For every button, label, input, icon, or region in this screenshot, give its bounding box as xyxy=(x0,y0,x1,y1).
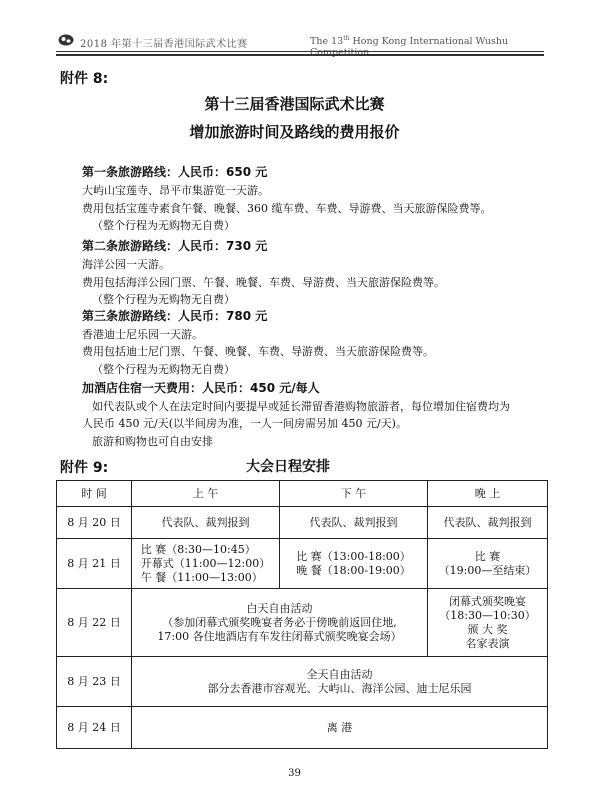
evening-line-1: 比 赛 xyxy=(474,549,501,563)
table-row xyxy=(57,589,548,657)
daytime-cell xyxy=(132,589,428,657)
morning-line-2: 开幕式（11:00—12:00） xyxy=(140,556,271,570)
evening-line-2: （19:00—至结束） xyxy=(438,563,537,577)
competition-logo-icon xyxy=(58,34,74,46)
annex-8-subtitle: 增加旅游时间及路线的费用报价 xyxy=(189,123,400,141)
route-2-description: 海洋公园一天游。 xyxy=(82,258,170,271)
table-row xyxy=(57,507,548,539)
annex-8-title: 第十三届香港国际武术比赛 xyxy=(204,95,385,113)
morning-line-1: 比 赛（8:30—10:45） xyxy=(140,542,256,556)
header-rule-thick xyxy=(56,54,544,56)
daytime-line-3: 17:00 各住地酒店有车发往闭幕式颁奖晚宴会场） xyxy=(157,629,402,643)
header-title-en: The 13th Hong Kong International Wushu Competition xyxy=(310,35,509,59)
route-1-description: 大屿山宝莲寺、昂平市集游览一天游。 xyxy=(82,184,269,197)
evening-line-2: （18:30—10:30） xyxy=(439,608,536,622)
hotel-fee-heading: 加酒店住宿一天费用：人民币：450 元/每人 xyxy=(82,381,320,395)
route-3-note: （整个行程为无购物无自费） xyxy=(92,363,235,376)
evening-cell xyxy=(428,589,548,657)
date-cell: 8 月 22 日 xyxy=(57,589,132,657)
evening-line-1: 闭幕式颁奖晚宴 xyxy=(449,594,526,608)
route-3-fees: 费用包括迪士尼门票、午餐、晚餐、车费、导游费、当天旅游保险费等。 xyxy=(82,345,434,358)
page-number: 39 xyxy=(288,768,301,779)
route-1-heading: 第一条旅游路线：人民币：650 元 xyxy=(82,165,268,179)
header-afternoon: 下 午 xyxy=(280,481,428,507)
morning-line-3: 午 餐（11:00—13:00） xyxy=(140,570,263,584)
running-header xyxy=(58,32,538,59)
evening-cell xyxy=(428,539,548,589)
schedule-table xyxy=(56,480,548,749)
annex-9-label: 附件 9: xyxy=(60,460,109,476)
all-day-line-2: 部分去香港市容观光、大屿山、海洋公园、迪士尼乐园 xyxy=(207,681,472,695)
route-3-description: 香港迪士尼乐园一天游。 xyxy=(82,328,203,341)
all-day-cell xyxy=(132,657,548,707)
route-2-fees: 费用包括海洋公园门票、午餐、晚餐、车费、导游费、当天旅游保险费等。 xyxy=(82,276,445,289)
afternoon-cell xyxy=(280,539,428,589)
header-title-cn: 2018 年第十三届香港国际武术比赛 xyxy=(80,39,248,50)
all-day-line-1: 全天自由活动 xyxy=(306,667,373,681)
header-time: 时 间 xyxy=(57,481,132,507)
table-header-row xyxy=(57,481,548,507)
table-row xyxy=(57,707,548,749)
header-evening: 晚 上 xyxy=(428,481,548,507)
table-row xyxy=(57,539,548,589)
date-cell: 8 月 24 日 xyxy=(57,707,132,749)
afternoon-line-2: 晚 餐（18:00-19:00） xyxy=(296,563,411,577)
route-2-heading: 第二条旅游路线：人民币：730 元 xyxy=(82,239,268,253)
header-morning: 上 午 xyxy=(132,481,280,507)
date-cell: 8 月 23 日 xyxy=(57,657,132,707)
all-day-cell: 离 港 xyxy=(132,707,548,749)
header-rule-thin xyxy=(56,51,544,52)
route-1-fees: 费用包括宝莲寺素食午餐、晚餐、360 缆车费、车费、导游费、当天旅游保险费等。 xyxy=(82,202,492,215)
evening-cell: 代表队、裁判报到 xyxy=(428,507,548,539)
table-row xyxy=(57,657,548,707)
afternoon-cell: 代表队、裁判报到 xyxy=(280,507,428,539)
morning-cell: 代表队、裁判报到 xyxy=(132,507,280,539)
route-3-heading: 第三条旅游路线：人民币：780 元 xyxy=(82,309,268,323)
morning-cell xyxy=(132,539,280,589)
date-cell: 8 月 21 日 xyxy=(57,539,132,589)
hotel-fee-paragraph-3: 旅游和购物也可自由安排 xyxy=(92,435,213,448)
evening-line-4: 名家表演 xyxy=(465,636,510,650)
evening-line-3: 颁 大 奖 xyxy=(467,622,508,636)
annex-8-label: 附件 8: xyxy=(60,71,109,87)
annex-9-title: 大会日程安排 xyxy=(246,459,330,475)
daytime-line-2: （参加闭幕式颁奖晚宴者务必于傍晚前返回住地, xyxy=(162,615,397,629)
route-1-note: （整个行程为无购物无自费） xyxy=(92,219,235,232)
daytime-line-1: 白天自由活动 xyxy=(246,601,313,615)
date-cell: 8 月 20 日 xyxy=(57,507,132,539)
hotel-fee-paragraph-2: 人民币 450 元/天(以半间房为准，一人一间房需另加 450 元/天)。 xyxy=(82,417,407,430)
hotel-fee-paragraph-1: 如代表队或个人在法定时间内要提早或延长滞留香港购物旅游者，每位增加住宿费均为 xyxy=(92,400,510,413)
route-2-note: （整个行程为无购物无自费） xyxy=(92,293,235,306)
afternoon-line-1: 比 赛（13:00-18:00） xyxy=(296,549,411,563)
